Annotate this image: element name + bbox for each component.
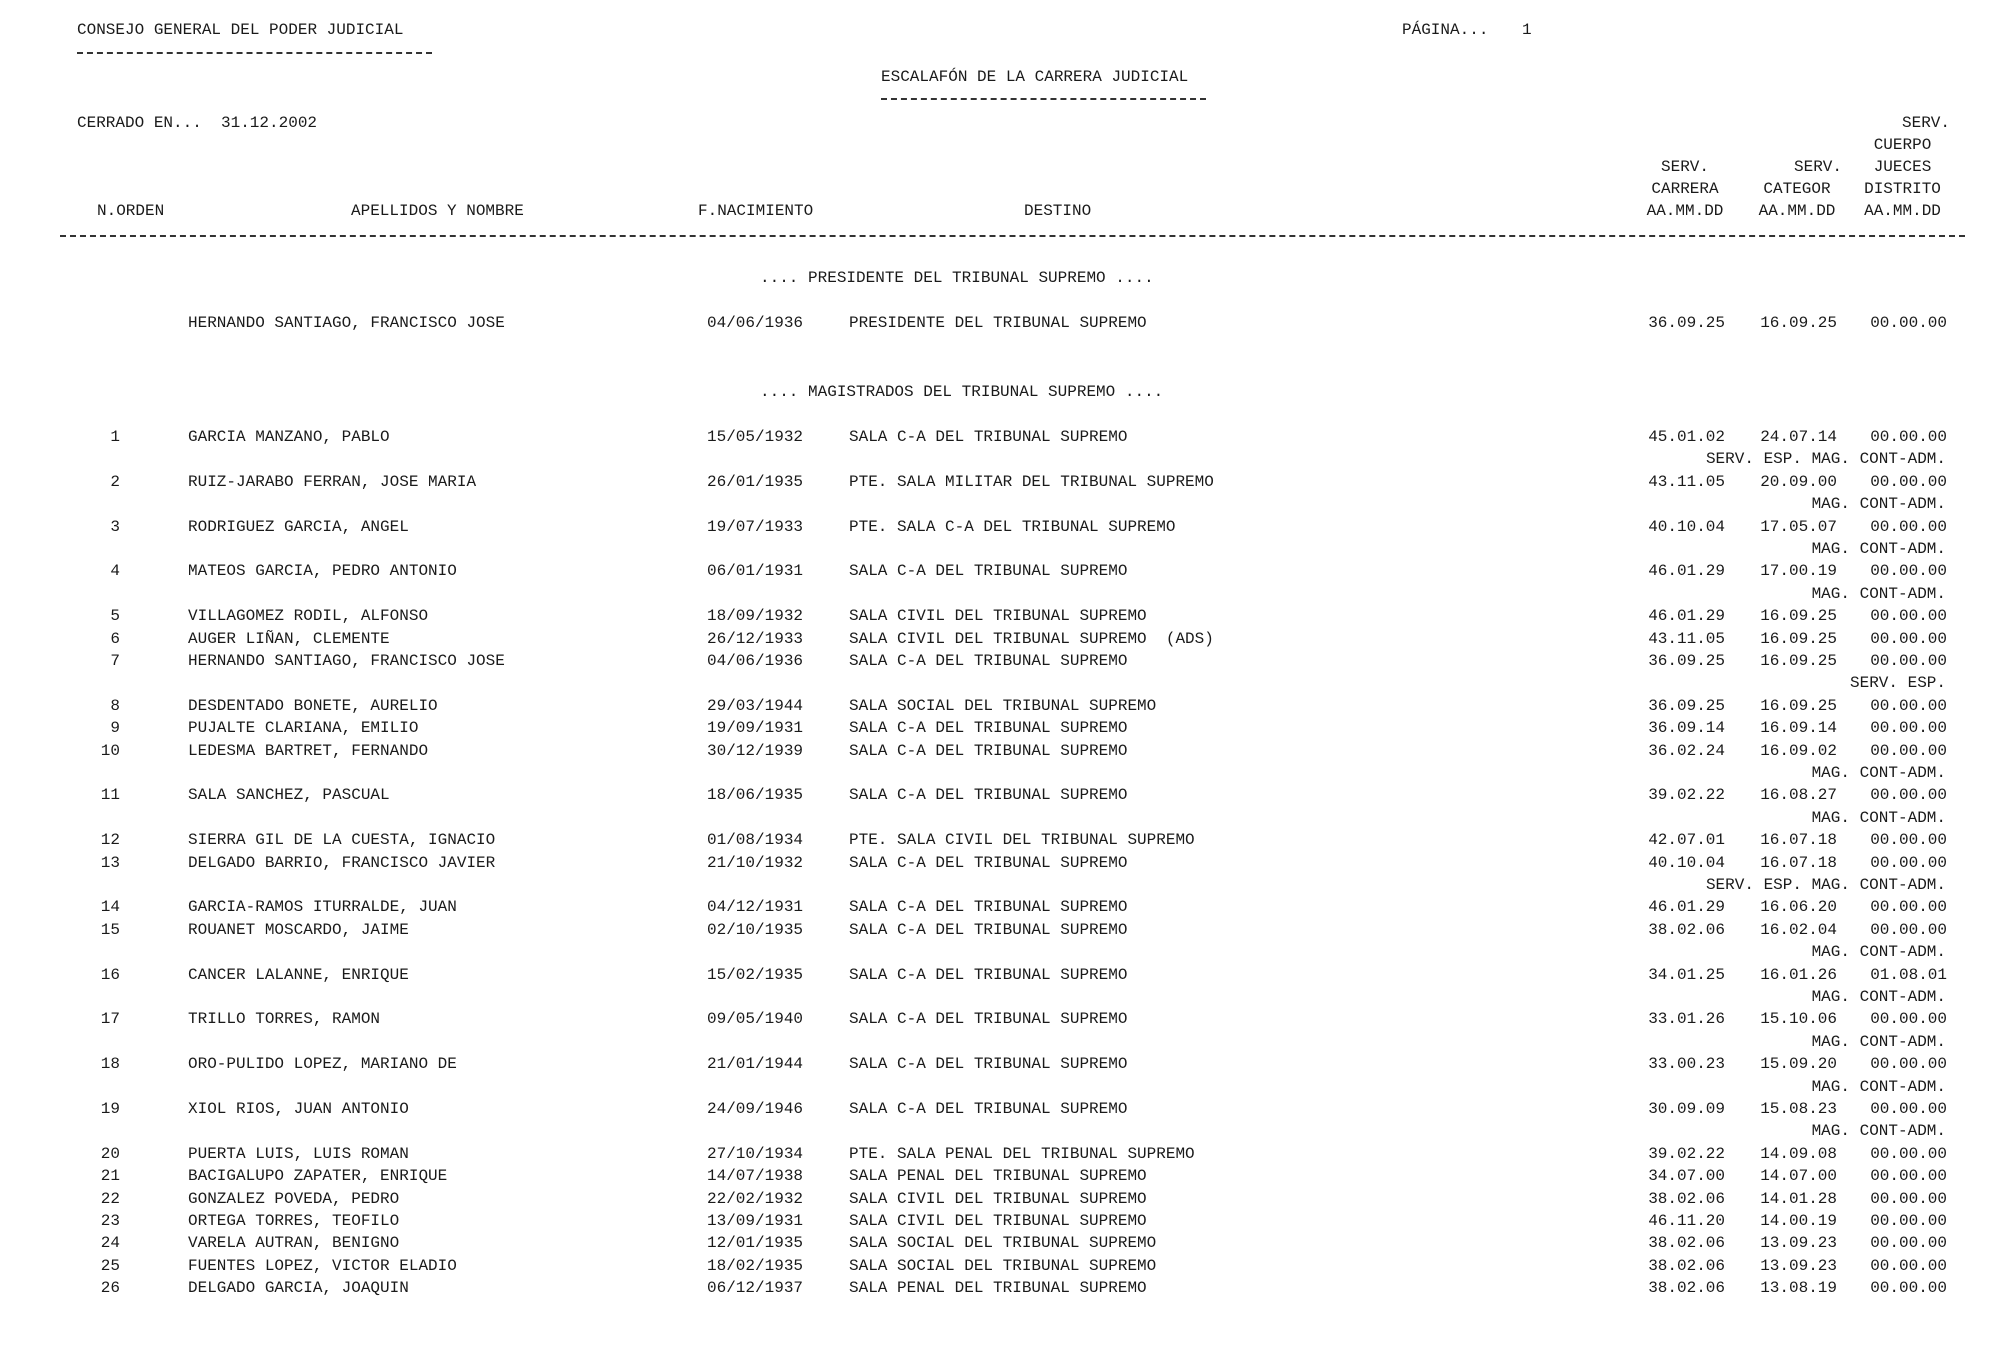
row-serv-distrito: 00.00.00: [1870, 831, 1947, 850]
row-note: MAG. CONT-ADM.: [1811, 1032, 1946, 1051]
row-name: FUENTES LOPEZ, VICTOR ELADIO: [188, 1256, 457, 1275]
row-birth-date: 19/09/1931: [707, 719, 804, 738]
table-row: [0, 1278, 2000, 1300]
row-serv-distrito: 00.00.00: [1870, 472, 1947, 491]
table-row: [0, 1099, 2000, 1121]
closed-date: 31.12.2002: [221, 114, 318, 132]
row-name: GONZALEZ POVEDA, PEDRO: [188, 1189, 400, 1208]
row-number: 20: [100, 1144, 120, 1163]
row-name: PUERTA LUIS, LUIS ROMAN: [188, 1144, 409, 1163]
col-distrito-3: JUECES: [1873, 158, 1932, 176]
row-birth-date: 26/12/1933: [707, 629, 804, 648]
row-name: GARCIA MANZANO, PABLO: [188, 428, 390, 446]
table-row: [0, 606, 2000, 628]
table-row: [0, 1144, 2000, 1166]
row-serv-carrera: 36.09.25: [1648, 652, 1725, 670]
col-orden: N.ORDEN: [97, 202, 165, 220]
row-birth-date: 06/01/1931: [707, 562, 804, 581]
col-categor-1: SERV.: [1793, 158, 1842, 176]
row-name: RODRIGUEZ GARCIA, ANGEL: [188, 517, 409, 536]
row-destination: SALA C-A DEL TRIBUNAL SUPREMO: [849, 741, 1128, 760]
row-name: VILLAGOMEZ RODIL, ALFONSO: [188, 607, 429, 626]
row-serv-categor: 13.09.23: [1760, 1234, 1837, 1253]
row-birth-date: 12/01/1935: [707, 1234, 804, 1253]
row-destination: SALA C-A DEL TRIBUNAL SUPREMO: [849, 1010, 1128, 1029]
page-label: PÁGINA...: [1402, 21, 1489, 39]
row-destination: SALA C-A DEL TRIBUNAL SUPREMO: [849, 898, 1128, 917]
row-number: 5: [110, 607, 120, 626]
row-serv-carrera: 38.02.06: [1648, 1189, 1725, 1208]
row-serv-carrera: 45.01.02: [1648, 428, 1725, 446]
row-destination: SALA PENAL DEL TRIBUNAL SUPREMO: [849, 1279, 1147, 1298]
table-row: [0, 1054, 2000, 1076]
row-birth-date: 26/01/1935: [707, 472, 804, 491]
row-serv-categor: 16.07.18: [1760, 831, 1837, 850]
row-serv-carrera: 40.10.04: [1648, 853, 1725, 872]
table-row: [0, 897, 2000, 919]
row-destination: SALA C-A DEL TRIBUNAL SUPREMO: [849, 1100, 1128, 1118]
table-row: [0, 830, 2000, 852]
row-name: HERNANDO SANTIAGO, FRANCISCO JOSE: [188, 652, 505, 670]
row-name: XIOL RIOS, JUAN ANTONIO: [188, 1100, 409, 1118]
row-serv-distrito: 00.00.00: [1870, 314, 1947, 332]
row-birth-date: 18/02/1935: [707, 1256, 804, 1275]
row-serv-carrera: 36.02.24: [1648, 741, 1725, 760]
row-birth-date: 09/05/1940: [707, 1010, 804, 1029]
row-number: 8: [110, 696, 120, 715]
section-title: .... PRESIDENTE DEL TRIBUNAL SUPREMO ....: [760, 269, 1154, 287]
row-name: CANCER LALANNE, ENRIQUE: [188, 965, 409, 984]
row-serv-categor: 14.01.28: [1760, 1189, 1837, 1208]
row-destination: SALA C-A DEL TRIBUNAL SUPREMO: [849, 652, 1128, 670]
row-serv-categor: 16.08.27: [1760, 786, 1837, 805]
row-destination: SALA PENAL DEL TRIBUNAL SUPREMO: [849, 1167, 1147, 1186]
row-destination: SALA SOCIAL DEL TRIBUNAL SUPREMO: [849, 1256, 1157, 1275]
row-name: DELGADO GARCIA, JOAQUIN: [188, 1279, 409, 1298]
row-name: HERNANDO SANTIAGO, FRANCISCO JOSE: [188, 314, 505, 332]
table-row: [0, 1211, 2000, 1233]
table-row: [0, 718, 2000, 740]
row-number: 4: [110, 562, 120, 581]
row-number: 24: [100, 1234, 120, 1253]
row-serv-categor: 24.07.14: [1760, 428, 1837, 446]
row-destination: PTE. SALA C-A DEL TRIBUNAL SUPREMO: [849, 517, 1176, 536]
col-carrera-3: AA.MM.DD: [1646, 202, 1724, 220]
row-note: MAG. CONT-ADM.: [1811, 540, 1946, 558]
row-number: 13: [100, 853, 120, 872]
row-serv-distrito: 00.00.00: [1870, 786, 1947, 805]
row-number: 12: [100, 831, 120, 850]
row-serv-categor: 16.09.25: [1760, 696, 1837, 715]
section-title: .... MAGISTRADOS DEL TRIBUNAL SUPREMO ....: [760, 383, 1164, 401]
row-name: DELGADO BARRIO, FRANCISCO JAVIER: [188, 853, 496, 872]
row-birth-date: 30/12/1939: [707, 741, 804, 760]
row-serv-distrito: 00.00.00: [1870, 428, 1947, 446]
row-birth-date: 04/06/1936: [707, 652, 804, 670]
row-serv-distrito: 00.00.00: [1870, 1144, 1947, 1163]
document-title: ESCALAFÓN DE LA CARRERA JUDICIAL: [881, 68, 1189, 86]
row-serv-carrera: 34.07.00: [1648, 1167, 1725, 1186]
row-serv-distrito: 00.00.00: [1870, 1189, 1947, 1208]
row-name: SALA SANCHEZ, PASCUAL: [188, 786, 390, 805]
row-destination: SALA C-A DEL TRIBUNAL SUPREMO: [849, 853, 1128, 872]
row-number: 2: [110, 472, 120, 491]
row-serv-carrera: 46.11.20: [1648, 1212, 1725, 1230]
row-serv-carrera: 42.07.01: [1648, 831, 1725, 850]
row-birth-date: 18/09/1932: [707, 607, 804, 626]
row-serv-distrito: 00.00.00: [1870, 517, 1947, 536]
table-row: [0, 853, 2000, 875]
row-note: MAG. CONT-ADM.: [1811, 1122, 1946, 1141]
row-serv-categor: 17.05.07: [1760, 517, 1837, 536]
row-name: ORO-PULIDO LOPEZ, MARIANO DE: [188, 1055, 457, 1074]
row-serv-distrito: 00.00.00: [1870, 607, 1947, 626]
row-number: 18: [100, 1055, 120, 1074]
col-distrito-2: CUERPO: [1873, 136, 1932, 154]
table-row: [0, 313, 2000, 335]
header-divider: [60, 235, 1965, 237]
table-row: [0, 427, 2000, 449]
table-row: [0, 1256, 2000, 1278]
row-number: 10: [100, 741, 120, 760]
row-number: 19: [100, 1100, 120, 1118]
row-destination: SALA CIVIL DEL TRIBUNAL SUPREMO: [849, 1212, 1147, 1230]
row-serv-categor: 15.08.23: [1760, 1100, 1837, 1118]
table-row: [0, 651, 2000, 673]
col-carrera-1: SERV.: [1660, 158, 1709, 176]
table-row: [0, 785, 2000, 807]
row-name: AUGER LIÑAN, CLEMENTE: [188, 629, 390, 648]
row-serv-distrito: 00.00.00: [1870, 1234, 1947, 1253]
row-name: LEDESMA BARTRET, FERNANDO: [188, 741, 429, 760]
row-birth-date: 02/10/1935: [707, 920, 804, 939]
row-note: MAG. CONT-ADM.: [1811, 808, 1946, 827]
row-serv-distrito: 00.00.00: [1870, 629, 1947, 648]
row-birth-date: 29/03/1944: [707, 696, 804, 715]
row-destination: SALA C-A DEL TRIBUNAL SUPREMO: [849, 965, 1128, 984]
row-number: 7: [110, 652, 120, 670]
row-serv-carrera: 39.02.22: [1648, 786, 1725, 805]
row-serv-categor: 16.09.25: [1760, 652, 1837, 670]
row-destination: PTE. SALA PENAL DEL TRIBUNAL SUPREMO: [849, 1144, 1195, 1163]
row-serv-distrito: 00.00.00: [1870, 898, 1947, 917]
col-nombre: APELLIDOS Y NOMBRE: [351, 202, 524, 220]
table-row: [0, 1189, 2000, 1211]
row-serv-carrera: 36.09.25: [1648, 696, 1725, 715]
row-serv-categor: 20.09.00: [1760, 472, 1837, 491]
row-name: GARCIA-RAMOS ITURRALDE, JUAN: [188, 898, 457, 917]
row-name: TRILLO TORRES, RAMON: [188, 1010, 381, 1029]
row-number: 17: [100, 1010, 120, 1029]
row-serv-categor: 17.00.19: [1760, 562, 1837, 581]
row-serv-distrito: 00.00.00: [1870, 1212, 1947, 1230]
page-number: 1: [1522, 21, 1532, 39]
row-serv-categor: 16.01.26: [1760, 965, 1837, 984]
table-row: [0, 696, 2000, 718]
row-serv-carrera: 30.09.09: [1648, 1100, 1725, 1118]
table-row: [0, 920, 2000, 942]
row-name: VARELA AUTRAN, BENIGNO: [188, 1234, 400, 1253]
row-serv-distrito: 00.00.00: [1870, 719, 1947, 738]
row-serv-carrera: 38.02.06: [1648, 1279, 1725, 1298]
row-destination: SALA CIVIL DEL TRIBUNAL SUPREMO (ADS): [849, 629, 1214, 648]
row-note: SERV. ESP.: [1849, 674, 1946, 693]
row-name: ORTEGA TORRES, TEOFILO: [188, 1212, 400, 1230]
row-birth-date: 21/10/1932: [707, 853, 804, 872]
row-number: 23: [100, 1212, 120, 1230]
row-destination: SALA C-A DEL TRIBUNAL SUPREMO: [849, 428, 1128, 446]
row-serv-categor: 16.07.18: [1760, 853, 1837, 872]
row-serv-carrera: 46.01.29: [1648, 607, 1725, 626]
row-destination: PTE. SALA MILITAR DEL TRIBUNAL SUPREMO: [849, 472, 1214, 491]
row-number: 25: [100, 1256, 120, 1275]
row-serv-categor: 16.09.02: [1760, 741, 1837, 760]
row-birth-date: 19/07/1933: [707, 517, 804, 536]
row-serv-distrito: 00.00.00: [1870, 1100, 1947, 1118]
row-serv-distrito: 00.00.00: [1870, 696, 1947, 715]
row-serv-categor: 14.09.08: [1760, 1144, 1837, 1163]
row-serv-distrito: 00.00.00: [1870, 652, 1947, 670]
row-serv-categor: 13.09.23: [1760, 1256, 1837, 1275]
row-serv-carrera: 38.02.06: [1648, 920, 1725, 939]
row-note: MAG. CONT-ADM.: [1811, 1077, 1946, 1096]
table-row: [0, 1233, 2000, 1255]
row-number: 11: [100, 786, 120, 805]
row-serv-carrera: 34.01.25: [1648, 965, 1725, 984]
table-row: [0, 965, 2000, 987]
row-name: BACIGALUPO ZAPATER, ENRIQUE: [188, 1167, 448, 1186]
row-serv-carrera: 43.11.05: [1648, 472, 1725, 491]
table-row: [0, 629, 2000, 651]
row-birth-date: 27/10/1934: [707, 1144, 804, 1163]
row-destination: SALA C-A DEL TRIBUNAL SUPREMO: [849, 920, 1128, 939]
row-note: MAG. CONT-ADM.: [1811, 584, 1946, 603]
row-serv-categor: 16.09.14: [1760, 719, 1837, 738]
row-name: MATEOS GARCIA, PEDRO ANTONIO: [188, 562, 457, 581]
row-birth-date: 15/05/1932: [707, 428, 804, 446]
row-serv-carrera: 33.00.23: [1648, 1055, 1725, 1074]
row-serv-carrera: 46.01.29: [1648, 562, 1725, 581]
row-serv-distrito: 00.00.00: [1870, 920, 1947, 939]
row-number: 3: [110, 517, 120, 536]
col-nacimiento: F.NACIMIENTO: [698, 202, 814, 220]
row-name: RUIZ-JARABO FERRAN, JOSE MARIA: [188, 472, 477, 491]
row-serv-categor: 15.09.20: [1760, 1055, 1837, 1074]
row-birth-date: 21/01/1944: [707, 1055, 804, 1074]
row-note: SERV. ESP. MAG. CONT-ADM.: [1705, 876, 1946, 894]
row-number: 22: [100, 1189, 120, 1208]
row-serv-distrito: 00.00.00: [1870, 1167, 1947, 1186]
divider: [881, 98, 1206, 100]
row-number: 21: [100, 1167, 120, 1186]
organization-name: CONSEJO GENERAL DEL PODER JUDICIAL: [77, 21, 404, 39]
row-serv-categor: 15.10.06: [1760, 1010, 1837, 1029]
row-serv-distrito: 00.00.00: [1870, 1279, 1947, 1298]
row-serv-categor: 16.06.20: [1760, 898, 1837, 917]
col-distrito-4: DISTRITO: [1864, 180, 1941, 198]
row-serv-carrera: 40.10.04: [1648, 517, 1725, 536]
row-serv-carrera: 39.02.22: [1648, 1144, 1725, 1163]
row-serv-distrito: 00.00.00: [1870, 741, 1947, 760]
col-categor-2: CATEGOR: [1763, 180, 1831, 198]
col-carrera-2: CARRERA: [1651, 180, 1719, 198]
row-birth-date: 04/06/1936: [707, 314, 804, 332]
row-destination: SALA C-A DEL TRIBUNAL SUPREMO: [849, 786, 1128, 805]
table-row: [0, 1009, 2000, 1031]
row-destination: SALA C-A DEL TRIBUNAL SUPREMO: [849, 562, 1128, 581]
row-serv-carrera: 33.01.26: [1648, 1010, 1725, 1029]
divider: [77, 52, 432, 54]
row-serv-categor: 16.09.25: [1760, 607, 1837, 626]
row-destination: PRESIDENTE DEL TRIBUNAL SUPREMO: [849, 314, 1147, 332]
row-note: MAG. CONT-ADM.: [1811, 495, 1946, 514]
row-serv-carrera: 46.01.29: [1648, 898, 1725, 917]
row-note: MAG. CONT-ADM.: [1811, 943, 1946, 962]
row-birth-date: 22/02/1932: [707, 1189, 804, 1208]
row-serv-distrito: 00.00.00: [1870, 1010, 1947, 1029]
row-note: MAG. CONT-ADM.: [1811, 764, 1946, 782]
row-number: 14: [100, 898, 120, 917]
row-number: 26: [100, 1279, 120, 1298]
row-destination: SALA SOCIAL DEL TRIBUNAL SUPREMO: [849, 696, 1157, 715]
row-serv-carrera: 38.02.06: [1648, 1256, 1725, 1275]
row-birth-date: 18/06/1935: [707, 786, 804, 805]
col-distrito-1: SERV.: [1901, 114, 1950, 132]
row-number: 16: [100, 965, 120, 984]
row-destination: SALA CIVIL DEL TRIBUNAL SUPREMO: [849, 607, 1147, 626]
row-serv-distrito: 01.08.01: [1870, 965, 1947, 984]
row-destination: SALA C-A DEL TRIBUNAL SUPREMO: [849, 719, 1128, 738]
row-serv-categor: 16.02.04: [1760, 920, 1837, 939]
row-birth-date: 06/12/1937: [707, 1279, 804, 1298]
row-serv-categor: 14.00.19: [1760, 1212, 1837, 1230]
row-birth-date: 13/09/1931: [707, 1212, 804, 1230]
row-note: MAG. CONT-ADM.: [1811, 988, 1946, 1006]
row-serv-categor: 14.07.00: [1760, 1167, 1837, 1186]
row-name: PUJALTE CLARIANA, EMILIO: [188, 719, 419, 738]
row-serv-carrera: 36.09.25: [1648, 314, 1725, 332]
row-destination: SALA CIVIL DEL TRIBUNAL SUPREMO: [849, 1189, 1147, 1208]
row-name: ROUANET MOSCARDO, JAIME: [188, 920, 409, 939]
col-distrito-5: AA.MM.DD: [1864, 202, 1941, 220]
row-birth-date: 01/08/1934: [707, 831, 804, 850]
row-destination: PTE. SALA CIVIL DEL TRIBUNAL SUPREMO: [849, 831, 1195, 850]
row-serv-distrito: 00.00.00: [1870, 1256, 1947, 1275]
row-number: 9: [110, 719, 120, 738]
table-row: [0, 741, 2000, 763]
row-serv-distrito: 00.00.00: [1870, 1055, 1947, 1074]
row-note: SERV. ESP. MAG. CONT-ADM.: [1705, 450, 1946, 469]
row-serv-categor: 13.08.19: [1760, 1279, 1837, 1298]
row-serv-categor: 16.09.25: [1760, 314, 1837, 332]
row-serv-distrito: 00.00.00: [1870, 853, 1947, 872]
row-birth-date: 14/07/1938: [707, 1167, 804, 1186]
row-name: DESDENTADO BONETE, AURELIO: [188, 696, 438, 715]
row-birth-date: 24/09/1946: [707, 1100, 804, 1118]
row-number: 6: [110, 629, 120, 648]
row-birth-date: 15/02/1935: [707, 965, 804, 984]
table-row: [0, 1166, 2000, 1188]
row-name: SIERRA GIL DE LA CUESTA, IGNACIO: [188, 831, 496, 850]
col-categor-3: AA.MM.DD: [1758, 202, 1836, 220]
row-serv-categor: 16.09.25: [1760, 629, 1837, 648]
row-number: 1: [110, 428, 120, 446]
row-number: 15: [100, 920, 120, 939]
row-birth-date: 04/12/1931: [707, 898, 804, 917]
table-row: [0, 472, 2000, 494]
row-destination: SALA C-A DEL TRIBUNAL SUPREMO: [849, 1055, 1128, 1074]
col-destino: DESTINO: [1024, 202, 1092, 220]
row-serv-carrera: 43.11.05: [1648, 629, 1725, 648]
table-row: [0, 561, 2000, 583]
row-serv-distrito: 00.00.00: [1870, 562, 1947, 581]
row-destination: SALA SOCIAL DEL TRIBUNAL SUPREMO: [849, 1234, 1157, 1253]
table-row: [0, 517, 2000, 539]
row-serv-carrera: 36.09.14: [1648, 719, 1725, 738]
row-serv-carrera: 38.02.06: [1648, 1234, 1725, 1253]
closed-label: CERRADO EN...: [77, 114, 202, 132]
